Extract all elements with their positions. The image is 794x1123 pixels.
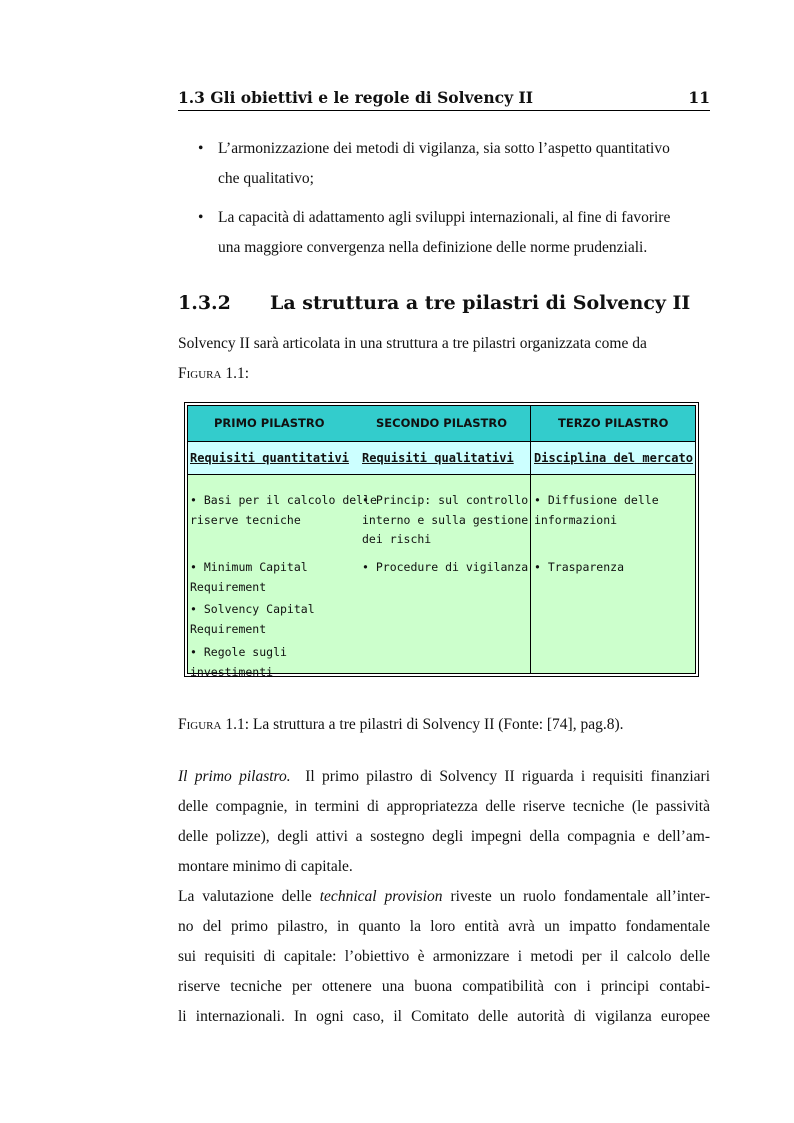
bullet-line: La capacità di adattamento agli sviluppi internazionali, al fine di favorire: [218, 209, 671, 226]
header-title: 1.3 Gli obiettivi e le regole di Solvency II: [178, 88, 533, 107]
para-line: delle polizze), degli attivi a sostegno degli impegni della compagnia e dell’am-: [178, 828, 710, 845]
header-rule: [178, 110, 710, 111]
table-subheader-row: [188, 442, 695, 475]
para-line-text: Il primo pilastro di Solvency II riguarda i requisiti finanziari: [305, 768, 711, 785]
running-header: [178, 88, 710, 107]
cell-line: • Basi per il calcolo delle: [190, 493, 377, 507]
intro-suffix: :: [244, 365, 250, 382]
bullet-line: L’armonizzazione dei metodi di vigilanza, sia sotto l’aspetto quantitativo: [218, 140, 670, 157]
cell-line: Requirement: [190, 579, 267, 594]
col2-cell: [362, 491, 528, 550]
caption-label: Figura 1.1:: [178, 716, 250, 733]
table-body-row: [188, 475, 695, 679]
bullet-line: che qualitativo;: [218, 170, 314, 187]
page-number: 11: [688, 88, 710, 107]
pillars-table: [187, 405, 696, 679]
cell-line: • Diffusione delle: [534, 493, 659, 507]
section-title: La struttura a tre pilastri di Solvency II: [270, 292, 691, 314]
col1-cell: [190, 558, 315, 682]
bullet-text: [218, 134, 710, 194]
cell-line: dei rischi: [362, 532, 432, 546]
cell-line: Requirement: [190, 621, 267, 636]
bullet-item-1: [198, 134, 710, 194]
bullet-symbol: •: [198, 209, 204, 226]
cell-line: • Princip: sul controllo: [362, 493, 529, 507]
cell-line: • Regole sugli: [190, 645, 287, 659]
para-line: montare minimo di capitale.: [178, 858, 353, 875]
bullet-item-2: [198, 203, 710, 263]
cell-line: • Solvency Capital: [190, 602, 315, 616]
subheader-cell-1: Requisiti quantitativi: [190, 451, 349, 465]
subheader-cell-3: Disciplina del mercato: [534, 451, 693, 465]
para-line: no del primo pilastro, in quanto la loro entità avrà un impatto fondamentale: [178, 918, 710, 935]
para-line: riserve tecniche per ottenere una buona compatibilità con i principi contabi-: [178, 978, 710, 995]
col3-cell: [534, 491, 659, 530]
cell-line: interno e sulla gestione: [362, 512, 529, 527]
para-lead: Il primo pilastro.: [178, 768, 291, 785]
pillars-figure: [184, 402, 699, 677]
intro-line-2: [178, 359, 710, 389]
col3-cell: [534, 558, 624, 578]
para-line: [178, 762, 710, 792]
subheader-cell-2: Requisiti qualitativi: [362, 451, 514, 465]
cell-line: • Trasparenza: [534, 560, 625, 574]
intro-line: Solvency II sarà articolata in una struttura a tre pilastri organizzata come da: [178, 335, 647, 352]
header-cell-secondo: SECONDO PILASTRO: [376, 416, 507, 430]
cell-line: riserve tecniche: [190, 512, 301, 527]
para-line: li internazionali. In ogni caso, il Comitato delle autorità di vigilanza europee: [178, 1008, 710, 1025]
para-line-text: La valutazione delle: [178, 888, 312, 905]
figure-ref[interactable]: Figura 1.1: [178, 365, 245, 382]
paragraph-primo-pilastro: [178, 762, 710, 1032]
caption-text: La struttura a tre pilastri di Solvency II (Fonte: [74], pag.8).: [252, 716, 624, 733]
header-cell-terzo: TERZO PILASTRO: [558, 416, 669, 430]
para-line: [178, 882, 710, 912]
term-technical-provision: technical provision: [319, 888, 443, 905]
cell-line: • Minimum Capital: [190, 560, 308, 574]
column-divider: [530, 406, 531, 673]
cell-line: • Procedure di vigilanza: [362, 560, 529, 574]
bullet-symbol: •: [198, 140, 204, 157]
section-number: 1.3.2: [178, 292, 231, 314]
col2-cell: [362, 558, 528, 578]
para-line: delle compagnie, in termini di appropriatezza delle riserve tecniche (le passività: [178, 798, 710, 815]
cell-line: informazioni: [534, 512, 618, 527]
table-header-row: [188, 406, 695, 442]
para-line-text: riveste un ruolo fondamentale all’inter-: [450, 888, 711, 905]
col1-cell: [190, 491, 377, 530]
section-heading: [178, 292, 690, 314]
intro-paragraph: [178, 329, 710, 389]
header-cell-primo: PRIMO PILASTRO: [214, 416, 325, 430]
bullet-text: [218, 203, 710, 263]
figure-caption: [178, 716, 624, 734]
para-line: sui requisiti di capitale: l’obiettivo è armonizzare i metodi per il calcolo delle: [178, 948, 710, 965]
cell-line: investimenti: [190, 664, 274, 679]
bullet-line: una maggiore convergenza nella definizione delle norme prudenziali.: [218, 239, 648, 256]
